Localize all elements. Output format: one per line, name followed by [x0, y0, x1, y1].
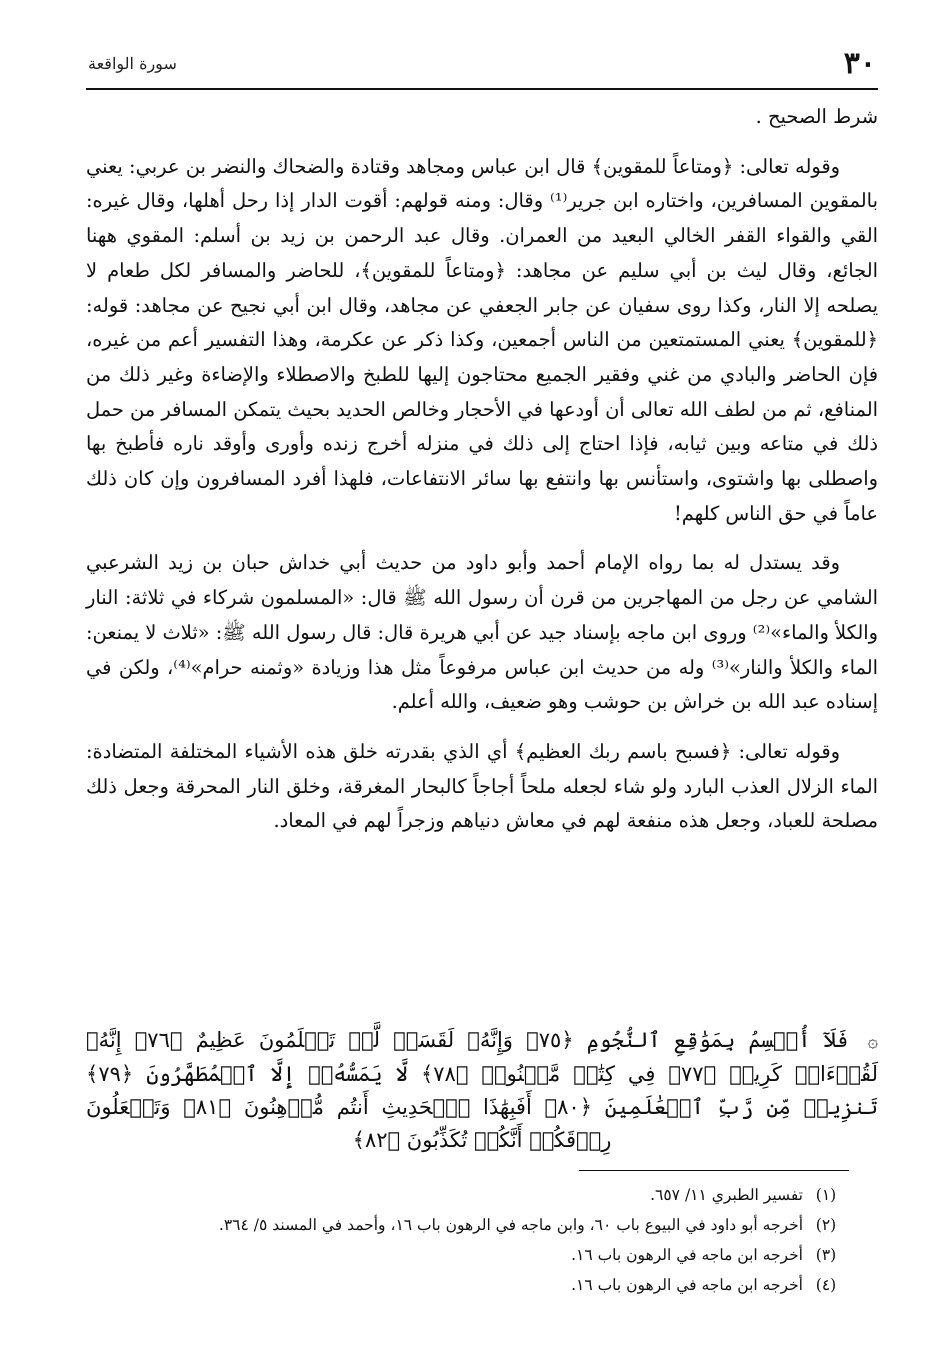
- footnote-item: [57, 1240, 849, 1270]
- footnote-item: [57, 1180, 849, 1210]
- main-text: [86, 100, 878, 839]
- footnote-number: (٤): [815, 1276, 837, 1294]
- footnote-text: أخرجه ابن ماجه في الرهون باب ١٦.: [571, 1246, 803, 1264]
- quran-verses: [86, 1024, 878, 1157]
- footnote-item: [57, 1210, 849, 1240]
- footnote-number: (٣): [815, 1246, 837, 1264]
- page-number: ٣٠: [843, 46, 876, 81]
- running-head-surah-title: سورة الواقعة: [88, 54, 177, 73]
- footnotes: [57, 1180, 849, 1300]
- paragraph-gap: [86, 531, 878, 546]
- footnote-text: أخرجه ابن ماجه في الرهون باب ١٦.: [571, 1276, 803, 1294]
- header-rule: [86, 88, 878, 90]
- rub-el-hizb-ornament-icon: ۞: [867, 1031, 878, 1052]
- paragraph-gap: [86, 135, 878, 150]
- paragraph-muqwin-commentary: وقوله تعالى: ﴿ومتاعاً للمقوين﴾ قال ابن عباس ومجاهد وقتادة والضحاك والنضر بن عربي: يعني بالمقوين المسافرين، واختاره ابن جرير⁽¹⁾ وقال: ومنه قولهم: أقوت الدار إذا رحل أهلها، وقال غيره: القي والقواء القفر الخالي البعيد من العمران. وقال عبد الرحمن بن زيد بن أسلم: المقوي ههنا الجائع، وقال ليث بن أبي سليم عن مجاهد: ﴿ومتاعاً للمقوين﴾، للحاضر والمسافر لكل طعام لا يصلحه إلا النار، وكذا روى سفيان عن جابر الجعفي عن مجاهد، وقال ابن أبي نجيح عن مجاهد: قوله: ﴿للمقوين﴾ يعني المستمتعين من الناس أجمعين، وكذا ذكر عن عكرمة، وهذا التفسير أعم من غيره، فإن الحاضر والبادي من غني وفقير الجميع محتاجون إليها للطبخ والاصطلاء والإضاءة وغير ذلك من المنافع، ثم من لطف الله تعالى أن أودعها في الأحجار وخالص الحديد بحيث يتمكن المسافر من حمل ذلك في متاعه وبين ثيابه، فإذا احتاج إلى ذلك في منزله أخرج زنده وأورى وأوقد ناره فأطبخ بها واصطلى بها واشتوى، واستأنس بها وانتفع بها سائر الانتفاعات، فلهذا أفرد المسافرون وإن كان ذلك عاماً في حق الناس كلهم!: [86, 154, 878, 525]
- footnote-text: أخرجه أبو داود في البيوع باب ٦٠، وابن ماجه في الرهون باب ١٦، وأحمد في المسند ٥/ ٣٦٤.: [218, 1216, 803, 1234]
- page-header: [86, 44, 878, 94]
- footnote-rule: [579, 1170, 849, 1171]
- paragraph-continuation: شرط الصحيح .: [755, 105, 878, 128]
- footnote-item: [57, 1270, 849, 1300]
- footnote-number: (١): [815, 1186, 837, 1204]
- paragraph-tasbih-commentary: وقوله تعالى: ﴿فسبح باسم ربك العظيم﴾ أي الذي بقدرته خلق هذه الأشياء المختلفة المتضادة: الماء الزلال العذب البارد ولو شاء لجعله ملحاً أجاجاً كالبحار المغرقة، وخلق النار المحرقة وجعل ذلك مصلحة للعباد، وجعل هذه منفعة لهم في معاش دنياهم وزجراً لهم في المعاد.: [86, 739, 878, 833]
- paragraph-hadith: وقد يستدل له بما رواه الإمام أحمد وأبو داود من حديث أبي خداش حبان بن زيد الشرعبي الشامي عن رجل من المهاجرين من قرن أن رسول الله ﷺ قال: «المسلمون شركاء في ثلاثة: النار والكلأ والماء»⁽²⁾ وروى ابن ماجه بإسناد جيد عن أبي هريرة قال: قال رسول الله ﷺ: «ثلاث لا يمنعن: الماء والكلأ والنار»⁽³⁾ وله من حديث ابن عباس مرفوعاً مثل هذا وزيادة «وثمنه حرام»⁽⁴⁾، ولكن في إسناده عبد الله بن خراش بن حوشب وهو ضعيف، والله أعلم.: [86, 551, 878, 714]
- footnote-number: (٢): [815, 1216, 837, 1234]
- paragraph-gap: [86, 720, 878, 735]
- verses-text: فَلَآ أُقۡسِمُ بِمَوَٰقِعِ ٱلنُّجُومِ ﴿٧٥﴾ وَإِنَّهُۥ لَقَسَمٞ لَّوۡ تَعۡلَمُونَ عَظِيمٌ ﴿٧٦﴾ إِنَّهُۥ لَقُرۡءَانٞ كَرِيمٞ ﴿٧٧﴾ فِي كِتَٰبٖ مَّكۡنُونٖ ﴿٧٨﴾ لَّا يَمَسُّهُۥٓ إِلَّا ٱلۡمُطَهَّرُونَ ﴿٧٩﴾ تَنزِيلٞ مِّن رَّبِّ ٱلۡعَٰلَمِينَ ﴿٨٠﴾ أَفَبِهَٰذَا ٱلۡحَدِيثِ أَنتُم مُّدۡهِنُونَ ﴿٨١﴾ وَتَجۡعَلُونَ رِزۡقَكُمۡ أَنَّكُمۡ تُكَذِّبُونَ ﴿٨٢﴾: [86, 1028, 879, 1152]
- footnote-text: تفسير الطبري ١١/ ٦٥٧.: [650, 1186, 803, 1204]
